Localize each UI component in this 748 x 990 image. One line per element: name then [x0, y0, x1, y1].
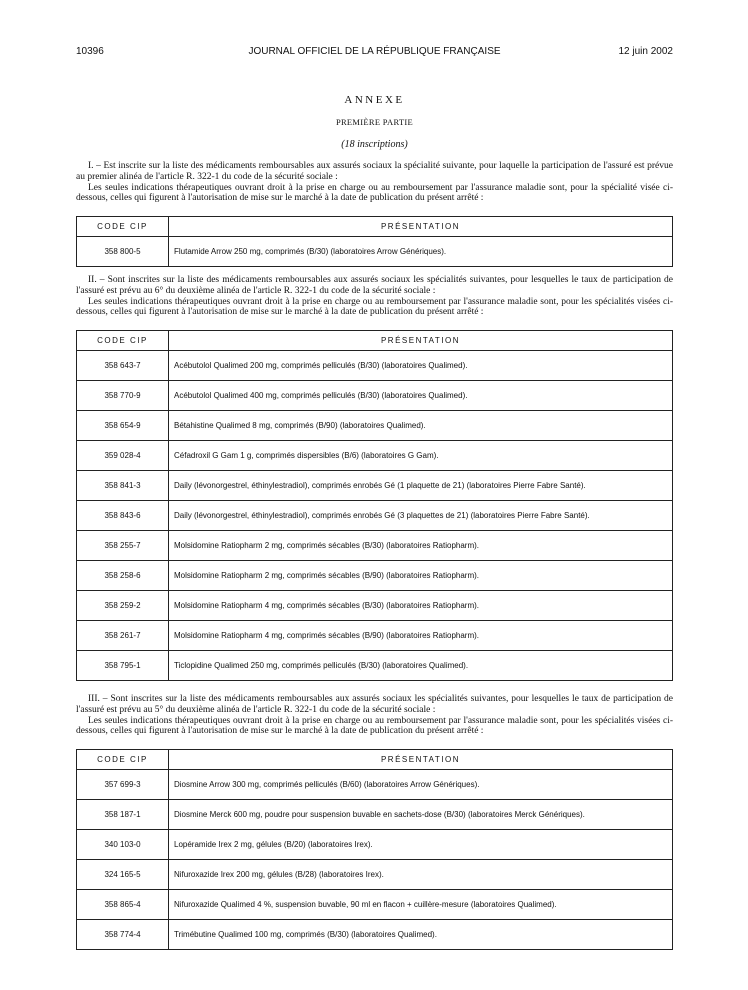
code-cip-cell: 358 843-6 — [77, 501, 169, 531]
table-row — [77, 651, 673, 681]
presentation-cell: Molsidomine Ratiopharm 2 mg, comprimés sécables (B/90) (laboratoires Ratiopharm). — [169, 561, 673, 591]
presentation-cell: Molsidomine Ratiopharm 4 mg, comprimés sécables (B/90) (laboratoires Ratiopharm). — [169, 621, 673, 651]
code-cip-cell: 358 255-7 — [77, 531, 169, 561]
code-cip-cell: 358 643-7 — [77, 351, 169, 381]
code-cip-header: CODE CIP — [77, 217, 169, 237]
table-row — [77, 381, 673, 411]
section-1-text — [76, 161, 673, 204]
section-note: Les seules indications thérapeutiques ouvrant droit à la prise en charge ou au remboursement par l'assurance maladie sont, pour les spécialités visées ci-dessous, celles qui figurent à l'autorisation de mise sur le marché à la date de publication du présent arrêté : — [76, 715, 673, 737]
presentation-cell: Molsidomine Ratiopharm 4 mg, comprimés sécables (B/30) (laboratoires Ratiopharm). — [169, 591, 673, 621]
presentation-cell: Céfadroxil G Gam 1 g, comprimés dispersibles (B/6) (laboratoires G Gam). — [169, 441, 673, 471]
code-cip-header: CODE CIP — [77, 331, 169, 351]
presentation-cell: Nifuroxazide Qualimed 4 %, suspension buvable, 90 ml en flacon + cuillère-mesure (laboratoires Qualimed). — [169, 890, 673, 920]
section-3-text — [76, 694, 673, 737]
code-cip-cell: 358 259-2 — [77, 591, 169, 621]
table-row — [77, 890, 673, 920]
section-intro: I. – Est inscrite sur la liste des médicaments remboursables aux assurés sociaux la spécialité suivante, pour laquelle la participation de l'assuré est prévue au premier alinéa de l'article R. 322-1 du code de la sécurité sociale : — [76, 161, 673, 182]
table-row — [77, 411, 673, 441]
presentation-cell: Daily (lévonorgestrel, éthinylestradiol), comprimés enrobés Gé (1 plaquette de 21) (laboratoires Pierre Fabre Santé). — [169, 471, 673, 501]
table-row — [77, 351, 673, 381]
part-title: PREMIÈRE PARTIE — [335, 117, 414, 127]
presentation-cell: Lopéramide Irex 2 mg, gélules (B/20) (laboratoires Irex). — [169, 830, 673, 860]
code-cip-cell: 358 841-3 — [77, 471, 169, 501]
presentation-cell: Ticlopidine Qualimed 250 mg, comprimés pelliculés (B/30) (laboratoires Qualimed). — [169, 651, 673, 681]
publication-date: 12 juin 2002 — [618, 46, 673, 57]
table-row — [77, 591, 673, 621]
code-cip-cell: 358 770-9 — [77, 381, 169, 411]
presentation-cell: Bétahistine Qualimed 8 mg, comprimés (B/90) (laboratoires Qualimed). — [169, 411, 673, 441]
presentation-cell: Trimébutine Qualimed 100 mg, comprimés (B/30) (laboratoires Qualimed). — [169, 920, 673, 950]
code-cip-header: CODE CIP — [77, 750, 169, 770]
presentation-cell: Acébutolol Qualimed 400 mg, comprimés pelliculés (B/30) (laboratoires Qualimed). — [169, 381, 673, 411]
section-intro: II. – Sont inscrites sur la liste des médicaments remboursables aux assurés sociaux les spécialités suivantes, pour lesquelles le taux de participation de l'assuré est prévu au 6° du deuxième alinéa de l'article R. 322-1 du code de la sécurité sociale : — [76, 275, 673, 296]
presentation-cell: Diosmine Merck 600 mg, poudre pour suspension buvable en sachets-dose (B/30) (laboratoires Merck Génériques). — [169, 800, 673, 830]
table-row — [77, 920, 673, 950]
table-header-row — [77, 217, 673, 237]
table-row — [77, 561, 673, 591]
code-cip-cell: 358 800-5 — [77, 237, 169, 267]
presentation-cell: Diosmine Arrow 300 mg, comprimés pelliculés (B/60) (laboratoires Arrow Génériques). — [169, 770, 673, 800]
code-cip-cell: 358 774-4 — [77, 920, 169, 950]
code-cip-cell: 324 165-5 — [77, 860, 169, 890]
journal-title: JOURNAL OFFICIEL DE LA RÉPUBLIQUE FRANÇAISE — [248, 46, 501, 57]
table-row — [77, 770, 673, 800]
table-row — [77, 237, 673, 267]
presentation-cell: Acébutolol Qualimed 200 mg, comprimés pelliculés (B/30) (laboratoires Qualimed). — [169, 351, 673, 381]
section-note: Les seules indications thérapeutiques ouvrant droit à la prise en charge ou au remboursement par l'assurance maladie sont, pour la spécialité visée ci-dessous, celles qui figurent à l'autorisation de mise sur le marché à la date de publication du présent arrêté : — [76, 182, 673, 204]
table-row — [77, 621, 673, 651]
section-2-table — [76, 330, 673, 681]
section-2-text — [76, 275, 673, 318]
table-header-row — [77, 750, 673, 770]
code-cip-cell: 358 654-9 — [77, 411, 169, 441]
code-cip-cell: 340 103-0 — [77, 830, 169, 860]
code-cip-cell: 358 795-1 — [77, 651, 169, 681]
code-cip-cell: 358 261-7 — [77, 621, 169, 651]
section-intro: III. – Sont inscrites sur la liste des médicaments remboursables aux assurés sociaux les spécialités suivantes, pour lesquelles le taux de participation de l'assuré est prévu au 5° du deuxième alinéa de l'article R. 322-1 du code de la sécurité sociale : — [76, 694, 673, 715]
table-row — [77, 531, 673, 561]
presentation-header: PRÉSENTATION — [169, 331, 673, 351]
code-cip-cell: 358 865-4 — [77, 890, 169, 920]
presentation-cell: Flutamide Arrow 250 mg, comprimés (B/30) (laboratoires Arrow Génériques). — [169, 237, 673, 267]
table-row — [77, 860, 673, 890]
presentation-cell: Nifuroxazide Irex 200 mg, gélules (B/28) (laboratoires Irex). — [169, 860, 673, 890]
page-number: 10396 — [76, 46, 104, 57]
inscription-count: (18 inscriptions) — [341, 139, 408, 150]
presentation-cell: Daily (lévonorgestrel, éthinylestradiol), comprimés enrobés Gé (3 plaquettes de 21) (laboratoires Pierre Fabre Santé). — [169, 501, 673, 531]
annexe-title: ANNEXE — [344, 94, 405, 106]
presentation-header: PRÉSENTATION — [169, 217, 673, 237]
code-cip-cell: 358 187-1 — [77, 800, 169, 830]
code-cip-cell: 359 028-4 — [77, 441, 169, 471]
table-header-row — [77, 331, 673, 351]
table-row — [77, 441, 673, 471]
page-header — [76, 46, 673, 60]
section-note: Les seules indications thérapeutiques ouvrant droit à la prise en charge ou au remboursement par l'assurance maladie sont, pour les spécialités visées ci-dessous, celles qui figurent à l'autorisation de mise sur le marché à la date de publication du présent arrêté : — [76, 296, 673, 318]
presentation-cell: Molsidomine Ratiopharm 2 mg, comprimés sécables (B/30) (laboratoires Ratiopharm). — [169, 531, 673, 561]
table-row — [77, 501, 673, 531]
section-3-table — [76, 749, 673, 950]
table-row — [77, 830, 673, 860]
code-cip-cell: 358 258-6 — [77, 561, 169, 591]
section-1-table — [76, 216, 673, 267]
table-row — [77, 471, 673, 501]
table-row — [77, 800, 673, 830]
code-cip-cell: 357 699-3 — [77, 770, 169, 800]
presentation-header: PRÉSENTATION — [169, 750, 673, 770]
